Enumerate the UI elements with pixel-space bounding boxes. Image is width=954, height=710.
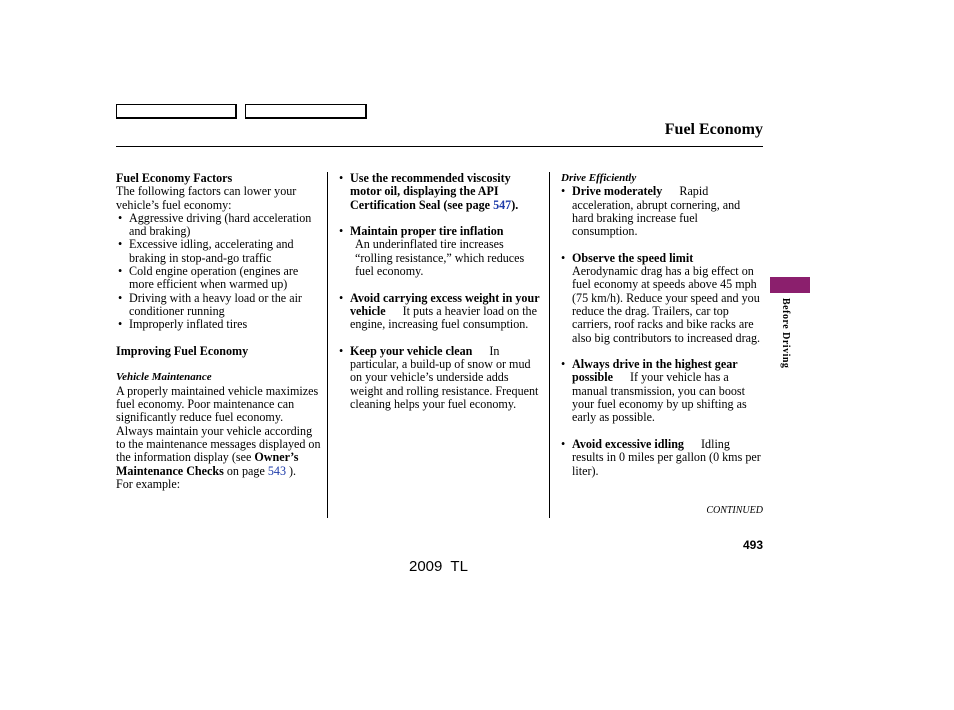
bullet: •	[339, 171, 344, 185]
continued-note: CONTINUED	[706, 505, 763, 516]
bullet: •	[118, 317, 123, 332]
factor-text: Cold engine operation (engines are more efficient when warmed up)	[129, 264, 299, 292]
bullet: •	[339, 290, 344, 305]
page-link-547[interactable]: 547	[493, 197, 512, 212]
list-item	[118, 318, 322, 331]
bullet: •	[561, 250, 566, 265]
factor-text: Improperly inflated tires	[129, 317, 248, 332]
model-label: 2009 TL	[409, 558, 468, 575]
list-item: • Avoid excessive idling Idling results in 0 miles per gallon (0 kms per liter).	[561, 436, 761, 478]
list-item	[118, 292, 322, 319]
factor-text: Aggressive driving (hard acceleration and braking)	[129, 210, 312, 239]
factor-text: Excessive idling, accelerating and braking in stop-and-go traffic	[129, 237, 294, 265]
section-tab[interactable]	[770, 277, 810, 293]
column-divider	[327, 172, 328, 518]
column-2	[339, 172, 543, 411]
bullet: •	[118, 290, 123, 305]
page-number: 493	[742, 538, 763, 552]
subhead-vehicle-maintenance: Vehicle Maintenance	[116, 371, 212, 384]
nav-box-table-of-contents[interactable]	[245, 104, 367, 119]
bullet: •	[339, 343, 344, 358]
bullet: •	[118, 210, 123, 225]
list-item: • Observe the speed limit Aerodynamic drag has a big effect on fuel economy at speeds above 45 mph (75 km/h). Reduce your speed and you reduce the drag. Trailers, car top carriers, roof racks and bike racks are also big contributors to increased drag.	[561, 250, 761, 345]
title-divider	[116, 146, 763, 147]
factor-text: Driving with a heavy load or the air conditioner running	[129, 290, 302, 318]
list-item	[118, 238, 322, 265]
column-1	[116, 172, 322, 491]
nav-box-main-menu[interactable]	[116, 104, 237, 119]
list-item: • Keep your vehicle clean In particular, a build-up of snow or mud on your vehicle’s underside adds weight and rolling resistance. Frequent cleaning helps your fuel economy.	[339, 343, 539, 412]
list-item: • Maintain proper tire inflation An underinflated tire increases “rolling resistance,” which reduces fuel economy.	[339, 224, 525, 279]
bullet: •	[339, 224, 344, 239]
section-heading-improving: Improving Fuel Economy	[116, 343, 249, 358]
section-heading-factors: Fuel Economy Factors	[116, 171, 233, 185]
page-title: Fuel Economy	[664, 121, 763, 138]
bullet: •	[118, 237, 123, 252]
column-3	[561, 172, 764, 478]
section-tab-label: Before Driving	[780, 298, 791, 369]
bullet: •	[561, 436, 566, 451]
maintenance-example: For example:	[116, 476, 181, 491]
bullet: •	[561, 357, 566, 372]
list-item: • Use the recommended viscosity motor oil, displaying the API Certification Seal (see page 547).	[339, 171, 519, 212]
maintenance-checks-ref: Owner’s Maintenance Checks	[116, 450, 299, 478]
column-divider	[549, 172, 550, 518]
maintenance-paragraph: A properly maintained vehicle maximizes fuel economy. Poor maintenance can significantly reduce fuel economy. Always maintain your vehicle according to the maintenance messages displayed on the information display (see Owner’s Maintenance Checks on page 543 ).	[116, 383, 321, 478]
list-item: • Avoid carrying excess weight in your vehicle It puts a heavier load on the engine, increasing fuel consumption.	[339, 290, 540, 332]
page-link-543[interactable]: 543	[267, 463, 286, 478]
list-item	[118, 212, 322, 239]
bullet: •	[561, 184, 566, 199]
factors-intro: The following factors can lower your vehicle’s fuel economy:	[116, 184, 297, 212]
bullet: •	[118, 264, 123, 279]
list-item	[118, 265, 322, 292]
list-item: • Drive moderately Rapid acceleration, abrupt cornering, and hard braking increase fuel consumption.	[561, 184, 741, 239]
subhead-drive-efficiently: Drive Efficiently	[561, 172, 637, 184]
list-item: • Always drive in the highest gear possible If your vehicle has a manual transmission, you can boost your fuel economy by up shifting as early as possible.	[561, 357, 747, 425]
